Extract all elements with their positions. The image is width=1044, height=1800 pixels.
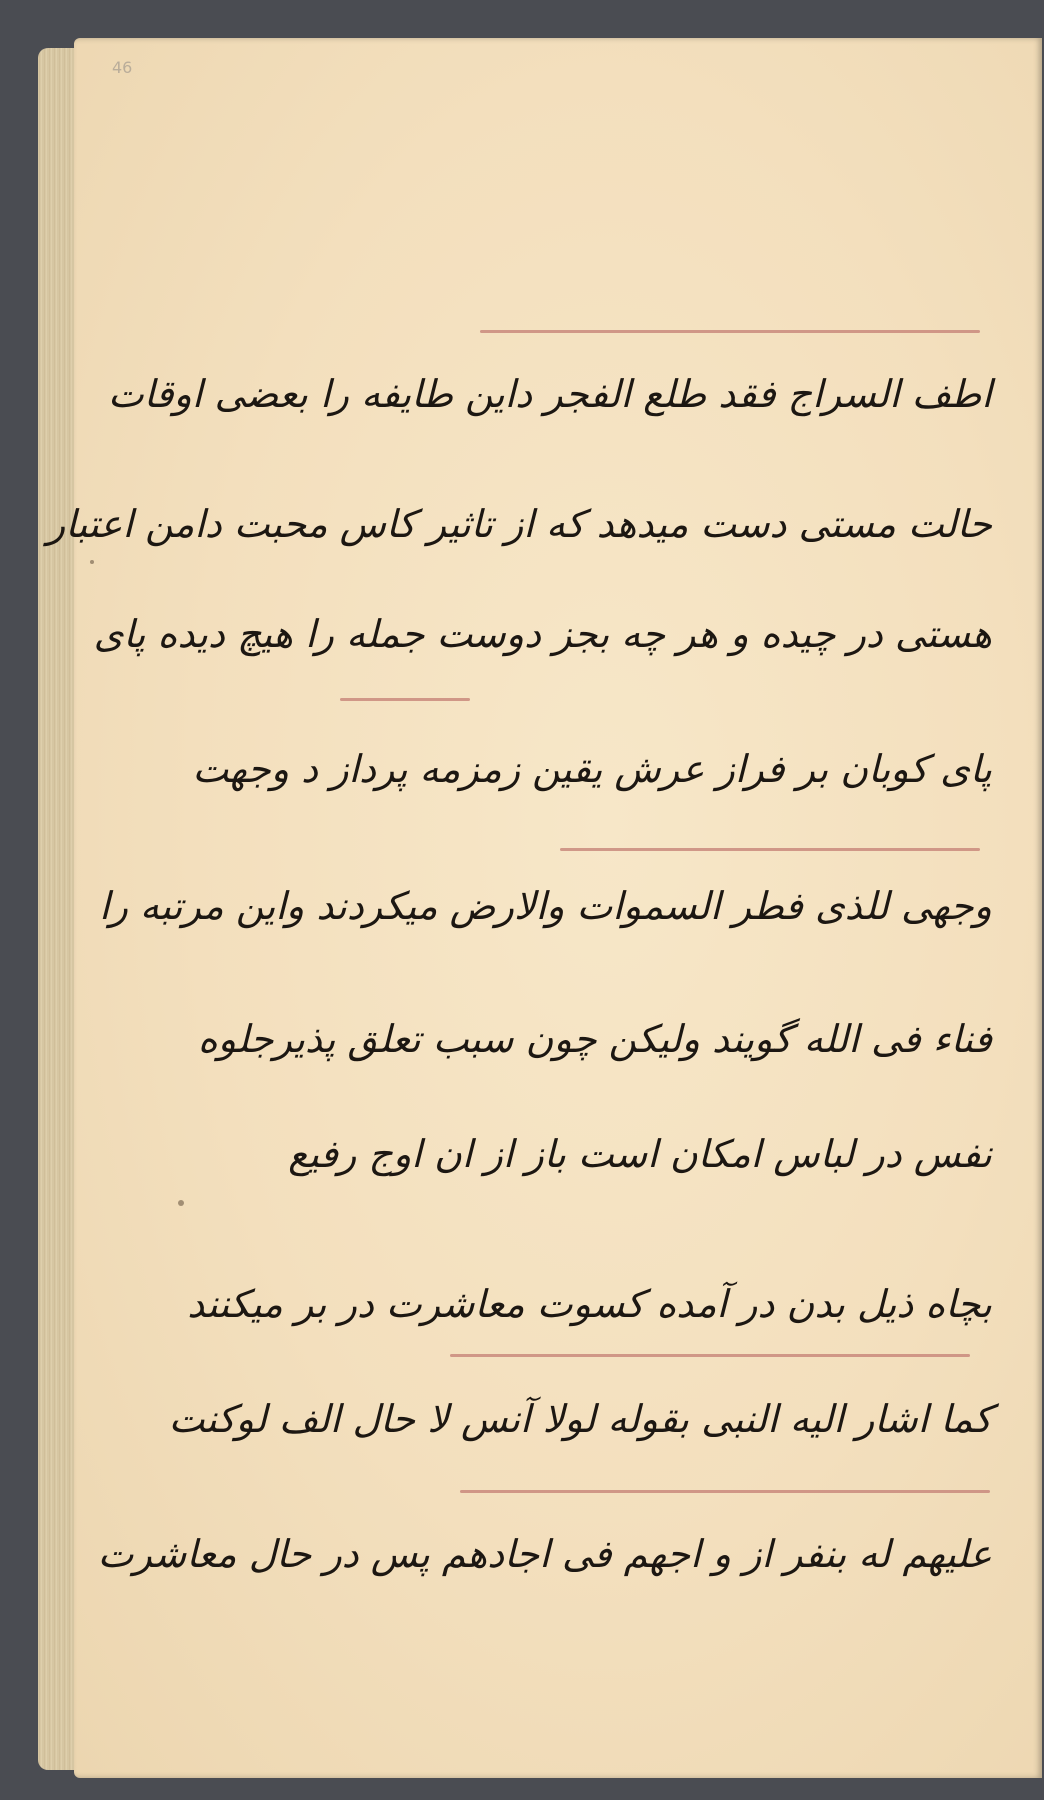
text-line: علیهم له بنفر از و اجهم فی اجادهم پس در حال معاشرت [97,1532,992,1576]
text-line: بچاه ذیل بدن در آمده کسوت معاشرت در بر میکنند [187,1282,992,1326]
text-line: اطف السراج فقد طلع الفجر داین طایفه را بعضی اوقات [107,372,992,416]
text-line: وجهی للذی فطر السموات والارض میکردند واین مرتبه را [99,884,992,928]
text-line: کما اشار الیه النبی بقوله لولا آنس لا حال الف لوکنت [168,1397,992,1441]
text-line: پای کوبان بر فراز عرش یقین زمزمه پرداز د وجهت [192,747,992,791]
ink-speck [178,1200,184,1206]
ink-speck [90,560,94,564]
text-line: نفس در لباس امکان است باز از ان اوج رفیع [288,1132,992,1176]
folio-number: 46 [112,58,133,77]
text-line: هستی در چیده و هر چه بجز دوست جمله را هیچ دیده پای [93,612,992,656]
text-line: فناء فی الله گویند ولیکن چون سبب تعلق پذیرجلوه [197,1017,992,1061]
manuscript-text [46,300,1020,1630]
text-line: حالت مستی دست میدهد که از تاثیر کاس محبت دامن اعتبار [46,502,992,546]
